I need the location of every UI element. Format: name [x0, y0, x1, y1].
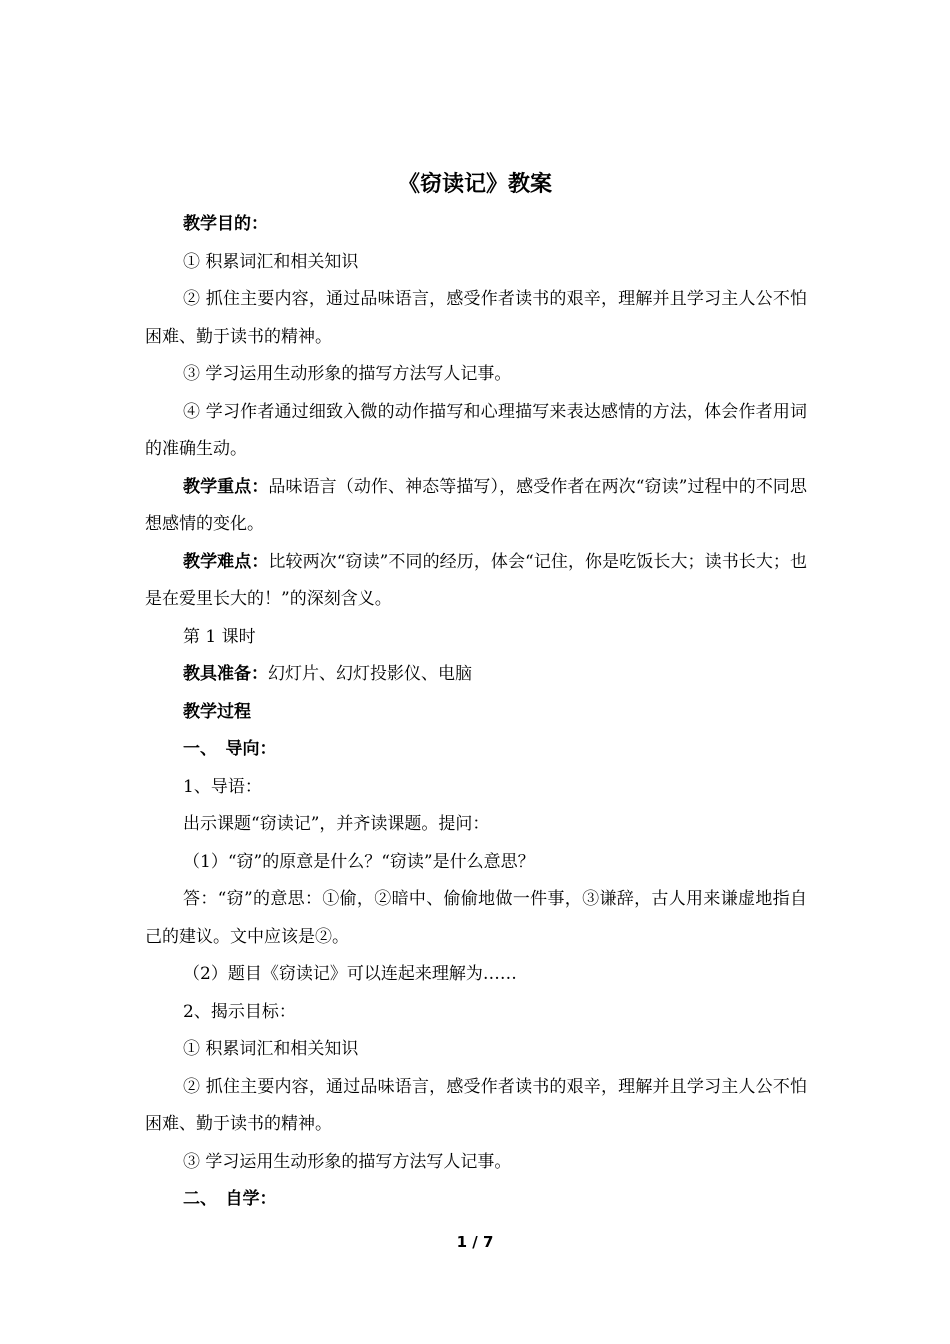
paragraph [145, 1069, 807, 1144]
paragraph-text: ③ 学习运用生动形象的描写方法写人记事。 [183, 364, 512, 384]
paragraph-text: ③ 学习运用生动形象的描写方法写人记事。 [183, 1151, 512, 1172]
paragraph [145, 1031, 807, 1069]
paragraph-text: 第 1 课时 [183, 626, 256, 647]
paragraph [145, 281, 807, 356]
paragraph [145, 656, 807, 694]
paragraph-heading: 教学难点： [183, 551, 269, 572]
paragraph-text: 答：“窃”的意思：①偷，②暗中、偷偷地做一件事，③谦辞，古人用来谦虚地指自己的建议。文中应该是②。 [145, 889, 807, 947]
paragraph [145, 731, 807, 769]
paragraph-text: （2）题目《窃读记》可以连起来理解为…… [183, 964, 517, 984]
paragraph-text: ① 积累词汇和相关知识 [183, 251, 359, 272]
paragraph [145, 1181, 807, 1219]
paragraph [145, 994, 807, 1032]
paragraph [145, 244, 807, 282]
paragraph-text: ② 抓住主要内容，通过品味语言，感受作者读书的艰辛，理解并且学习主人公不怕困难、勤于读书的精神。 [145, 1076, 807, 1134]
paragraph-text: 出示课题“窃读记”，并齐读课题。提问： [183, 814, 490, 834]
paragraph-text: （1）“窃”的原意是什么？“窃读”是什么意思？ [183, 851, 535, 872]
paragraph [145, 356, 807, 394]
paragraph-text: ② 抓住主要内容，通过品味语言，感受作者读书的艰辛，理解并且学习主人公不怕困难、勤于读书的精神。 [145, 289, 807, 347]
paragraph-text: 1、导语： [183, 776, 262, 797]
paragraph [145, 694, 807, 732]
paragraph-heading: 教具准备： [183, 664, 268, 684]
paragraph-text: 2、揭示目标： [183, 1001, 296, 1022]
paragraph [145, 769, 807, 807]
paragraph-heading: 教学重点： [183, 476, 269, 497]
page-number: 1 / 7 [456, 1233, 494, 1251]
paragraph [145, 544, 807, 619]
paragraph [145, 1144, 807, 1182]
paragraph [145, 881, 807, 956]
paragraph-heading: 教学目的： [183, 214, 268, 234]
paragraph [145, 394, 807, 469]
paragraph [145, 806, 807, 844]
paragraph-heading: 二、 自学： [183, 1189, 277, 1209]
document-body [145, 206, 807, 1219]
paragraph-text: 幻灯片、幻灯投影仪、电脑 [268, 664, 472, 684]
paragraph-text: ④ 学习作者通过细致入微的动作描写和心理描写来表达感情的方法，体会作者用词的准确生动。 [145, 401, 807, 459]
paragraph-text: 比较两次“窃读”不同的经历，体会“记住，你是吃饭长大；读书长大；也是在爱里长大的！”的深刻含义。 [145, 551, 808, 609]
paragraph-heading: 一、 导向： [183, 739, 277, 759]
paragraph-text: ① 积累词汇和相关知识 [183, 1039, 359, 1059]
paragraph [145, 206, 807, 244]
paragraph [145, 469, 807, 544]
paragraph [145, 844, 807, 882]
document-title: 《窃读记》教案 [397, 171, 552, 197]
paragraph-heading: 教学过程 [183, 701, 251, 722]
paragraph [145, 956, 807, 994]
paragraph [145, 619, 807, 657]
paragraph-text: 品味语言（动作、神态等描写），感受作者在两次“窃读”过程中的不同思想感情的变化。 [145, 476, 807, 534]
